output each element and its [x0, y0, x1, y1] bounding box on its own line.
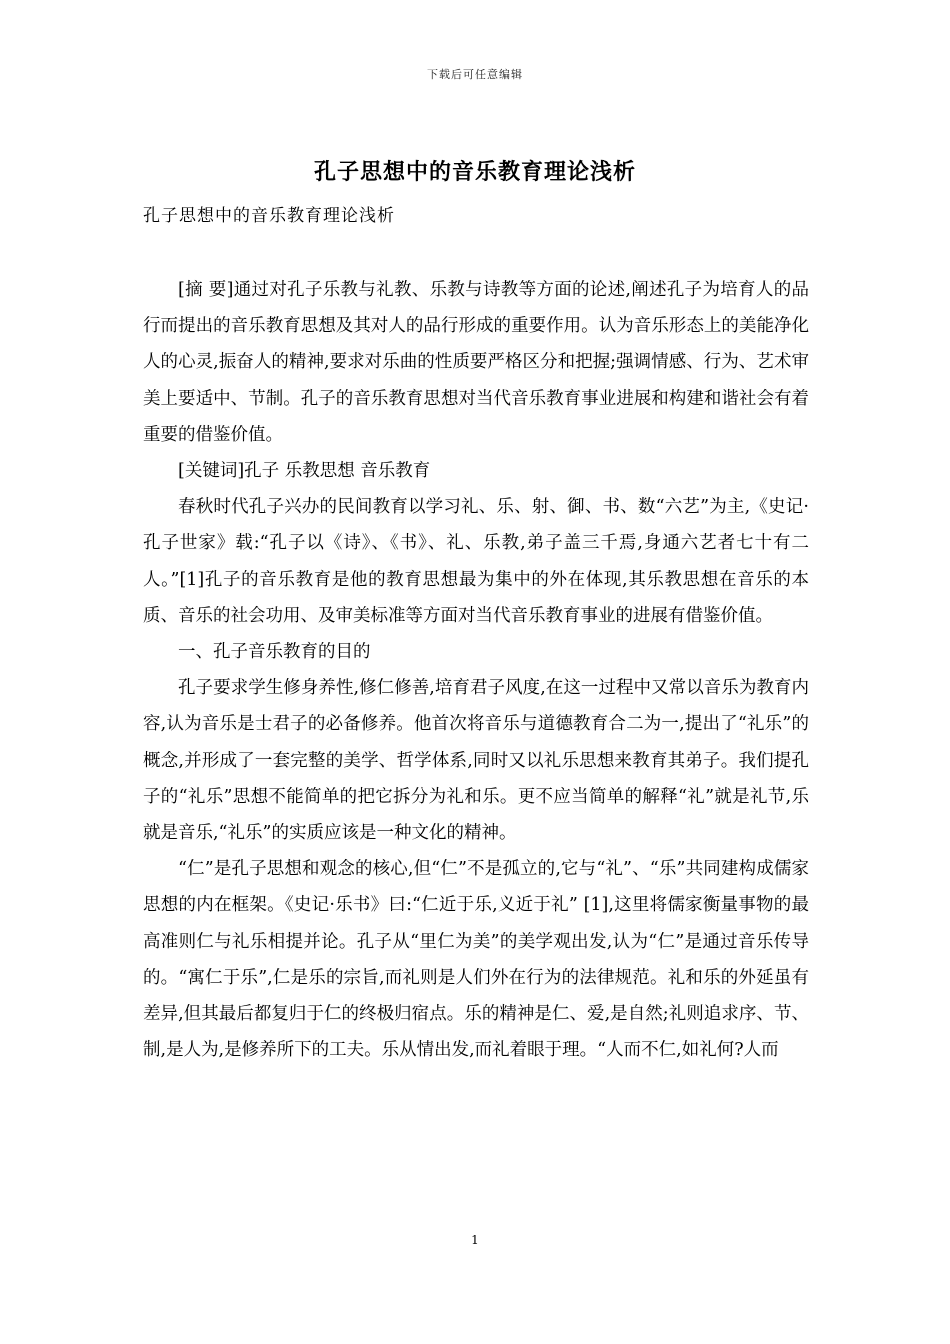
header-note: 下载后可任意编辑: [427, 68, 523, 81]
body-paragraph: “仁”是孔子思想和观念的核心,但“仁”不是孤立的,它与“礼”、“乐”共同建构成儒家思想的内在框架。《史记·乐书》曰:“仁近于乐,义近于礼” [1],这里将儒家衡量事物的最高准则仁与礼乐相提并论。孔子从“里仁为美”的美学观出发,认为“仁”是通过音乐传导的。“寓仁于乐”,仁是乐的宗旨,而礼则是人们外在行为的法律规范。礼和乐的外延虽有差异,但其最后都复归于仁的终极归宿点。乐的精神是仁、爱,是自然;礼则追求序、节、制,是人为,是修养所下的工夫。乐从情出发,而礼着眼于理。“人而不仁,如礼何?人而: [143, 859, 809, 1061]
section-heading: 一、孔子音乐教育的目的: [178, 642, 371, 663]
body-paragraph: 孔子要求学生修身养性,修仁修善,培育君子风度,在这一过程中又常以音乐为教育内容,认为音乐是士君子的必备修养。他首次将音乐与道德教育合二为一,提出了“礼乐”的概念,并形成了一套完整的美学、哲学体系,同时又以礼乐思想来教育其弟子。我们提孔子的“礼乐”思想不能简单的把它拆分为礼和乐。更不应当简单的解释“礼”就是礼节,乐就是音乐,“礼乐”的实质应该是一种文化的精神。: [143, 678, 809, 844]
document-body: [143, 272, 809, 1068]
page-number: 1: [471, 1233, 479, 1247]
intro-paragraph: 春秋时代孔子兴办的民间教育以学习礼、乐、射、御、书、数“六艺”为主,《史记·孔子世家》载:“孔子以《诗》、《书》、礼、乐教,弟子盖三千焉,身通六艺者七十有二人。”[1]孔子的音乐教育是他的教育思想最为集中的外在体现,其乐教思想在音乐的本质、音乐的社会功用、及审美标准等方面对当代音乐教育事业的进展有借鉴价值。: [143, 497, 809, 626]
document-title: 孔子思想中的音乐教育理论浅析: [313, 160, 636, 185]
document-subtitle: 孔子思想中的音乐教育理论浅析: [143, 206, 395, 226]
abstract-paragraph: [摘 要]通过对孔子乐教与礼教、乐教与诗教等方面的论述,阐述孔子为培育人的品行而提出的音乐教育思想及其对人的品行形成的重要作用。认为音乐形态上的美能净化人的心灵,振奋人的精神,要求对乐曲的性质要严格区分和把握;强调情感、行为、艺术审美上要适中、节制。孔子的音乐教育思想对当代音乐教育事业进展和构建和谐社会有着重要的借鉴价值。: [143, 280, 809, 445]
keywords-paragraph: [关键词]孔子 乐教思想 音乐教育: [178, 461, 431, 482]
